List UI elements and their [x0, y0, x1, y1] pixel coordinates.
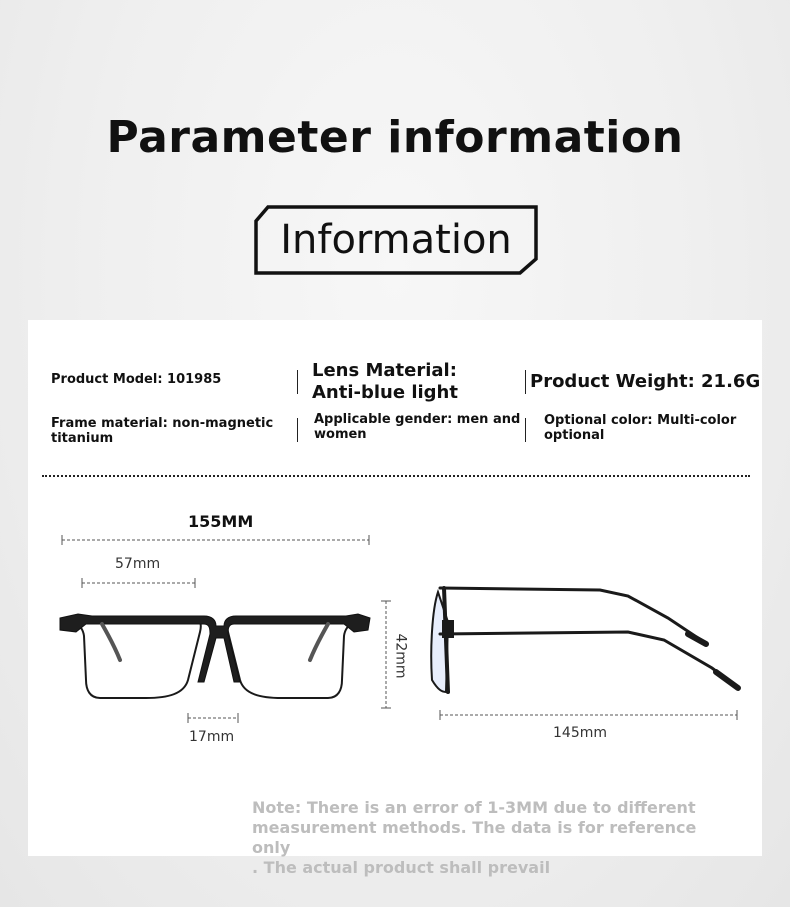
total-width-label: 155MM — [188, 512, 254, 531]
product-model: Product Model: 101985 — [51, 372, 222, 387]
measurement-note — [252, 798, 732, 878]
bridge-width-line — [188, 713, 238, 723]
temple-length-label: 145mm — [553, 725, 607, 741]
information-badge — [254, 205, 538, 275]
color-line1: Optional color: Multi-color — [544, 413, 737, 428]
glasses-diagram — [28, 320, 762, 856]
note-line1: Note: There is an error of 1-3MM due to different — [252, 798, 696, 817]
frame-material-line1: Frame material: non-magnetic — [51, 416, 274, 431]
bridge-width-label: 17mm — [189, 729, 235, 745]
lens-width-label: 57mm — [115, 556, 161, 572]
spec-card — [28, 320, 762, 877]
total-width-line — [62, 535, 369, 545]
gender-line2: women — [314, 427, 367, 442]
lens-height-label: 42mm — [392, 633, 409, 679]
product-weight: Product Weight: 21.6G — [530, 371, 761, 392]
note-line3: . The actual product shall prevail — [252, 858, 551, 877]
color-line2: optional — [544, 428, 605, 443]
lens-material-value: Anti-blue light — [312, 382, 458, 403]
page-title: Parameter information — [106, 112, 684, 163]
lens-material-label: Lens Material: — [312, 360, 457, 381]
temple-length-line — [440, 710, 737, 720]
frame-material-line2: titanium — [51, 431, 114, 446]
badge-label: Information — [280, 217, 512, 263]
lens-height-label-wrap — [390, 630, 410, 680]
gender-line1: Applicable gender: men and — [314, 412, 521, 427]
lens-width-line — [82, 578, 195, 588]
side-view-glasses — [431, 588, 738, 692]
note-line2: measurement methods. The data is for reference only — [252, 818, 697, 857]
front-view-glasses — [60, 614, 370, 698]
